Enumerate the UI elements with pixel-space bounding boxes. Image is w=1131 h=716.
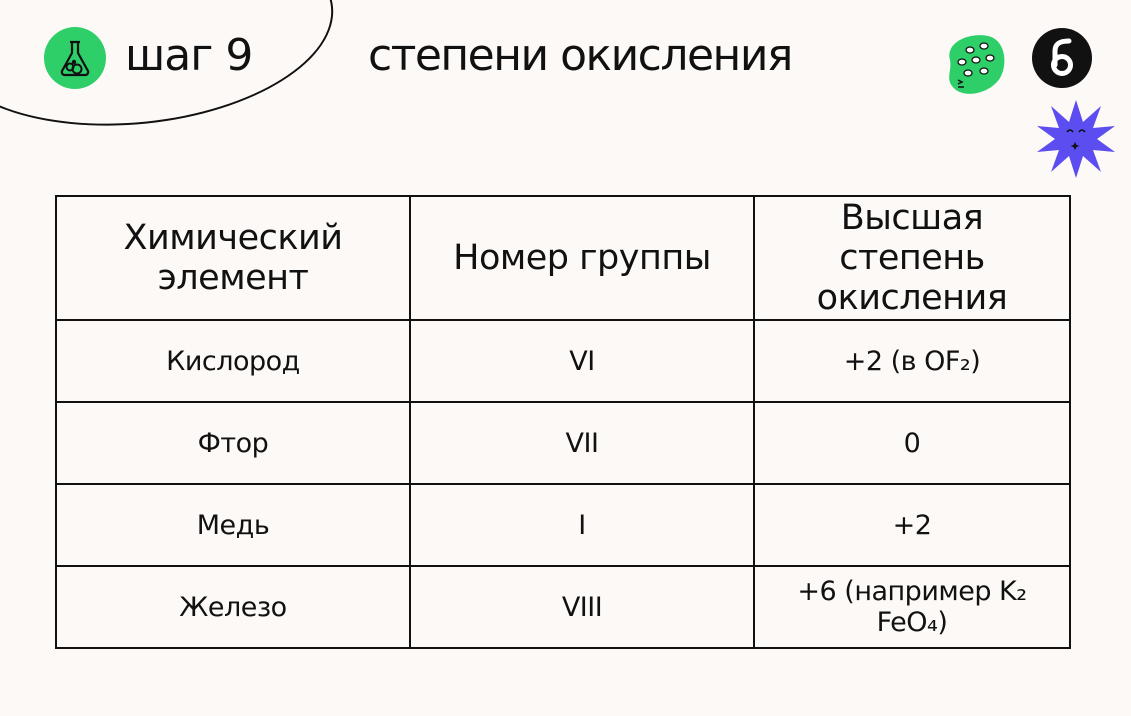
- table-row: [56, 320, 1070, 402]
- cell-element: Кислород: [56, 320, 410, 402]
- cell-element: Железо: [56, 566, 410, 648]
- table-row: [56, 566, 1070, 648]
- column-header-group: Номер группы: [410, 196, 754, 320]
- step-label: шаг 9: [125, 30, 253, 81]
- cell-oxidation: +2 (в OF₂): [754, 320, 1070, 402]
- cell-element: Фтор: [56, 402, 410, 484]
- star-face-icon: [1035, 98, 1117, 180]
- table-row: [56, 484, 1070, 566]
- cell-group: I: [410, 484, 754, 566]
- cell-group: VIII: [410, 566, 754, 648]
- page-title: степени окисления: [368, 30, 792, 81]
- column-header-element: Химический элемент: [56, 196, 410, 320]
- cell-oxidation: +6 (например K₂ FeO₄): [754, 566, 1070, 648]
- oxidation-states-table: [55, 195, 1071, 649]
- cell-oxidation: +2: [754, 484, 1070, 566]
- brand-logo-icon: [1031, 27, 1093, 89]
- cell-element: Медь: [56, 484, 410, 566]
- bubbles-icon: [940, 30, 1010, 100]
- table-header-row: [56, 196, 1070, 320]
- cell-group: VI: [410, 320, 754, 402]
- flask-icon: [44, 27, 106, 89]
- cell-group: VII: [410, 402, 754, 484]
- cell-oxidation: 0: [754, 402, 1070, 484]
- table-row: [56, 402, 1070, 484]
- column-header-oxidation: Высшая степень окисления: [754, 196, 1070, 320]
